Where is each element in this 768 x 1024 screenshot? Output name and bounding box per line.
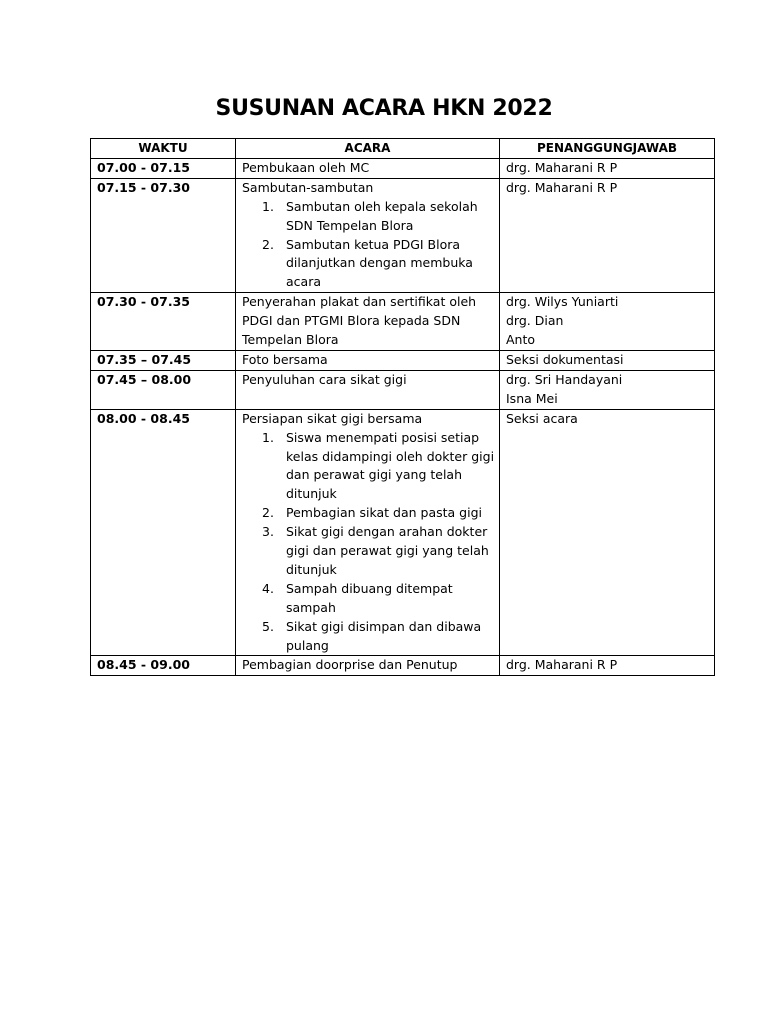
- list-item: [242, 429, 493, 505]
- list-text-line: kelas didampingi oleh dokter gigi: [286, 448, 495, 464]
- list-number: 2.: [262, 236, 274, 252]
- table-row: [91, 350, 715, 370]
- time-cell: 07.45 – 08.00: [91, 370, 236, 409]
- time-cell: 08.00 - 08.45: [91, 409, 236, 656]
- list-text: [286, 580, 493, 618]
- activity-text: PDGI dan PTGMI Blora kepada SDN: [242, 313, 461, 329]
- pic-name: Isna Mei: [506, 390, 558, 406]
- table-row: [91, 158, 715, 178]
- pic-name: Seksi acara: [506, 410, 578, 426]
- table-row: [91, 409, 715, 656]
- list-text: [286, 618, 493, 656]
- list-text-line: Sambutan oleh kepala sekolah: [286, 198, 478, 214]
- list-item: [242, 504, 493, 523]
- list-item: [242, 198, 493, 236]
- list-text-line: Siswa menempati posisi setiap: [286, 429, 480, 445]
- list-item: [242, 580, 493, 618]
- pic-cell: [500, 350, 715, 370]
- activity-text: Tempelan Blora: [242, 332, 339, 348]
- list-number: 2.: [262, 505, 274, 521]
- list-text-line: pulang: [286, 637, 329, 653]
- pic-name: drg. Sri Handayani: [506, 371, 623, 387]
- pic-name: Anto: [506, 332, 536, 348]
- list-text: [286, 236, 493, 293]
- list-text-line: sampah: [286, 599, 336, 615]
- list-text-line: Sikat gigi dengan arahan dokter: [286, 524, 488, 540]
- pic-name: drg. Maharani R P: [506, 159, 618, 175]
- activity-text: Persiapan sikat gigi bersama: [242, 410, 423, 426]
- list-number: 1.: [262, 429, 274, 445]
- pic-name: drg. Dian: [506, 313, 564, 329]
- list-text-line: SDN Tempelan Blora: [286, 217, 414, 233]
- activity-text: Penyuluhan cara sikat gigi: [242, 371, 407, 387]
- activity-text: Pembukaan oleh MC: [242, 159, 370, 175]
- list-text: [286, 429, 493, 505]
- time-cell: 07.00 - 07.15: [91, 158, 236, 178]
- activity-text: Pembagian doorprise dan Penutup: [242, 657, 458, 673]
- list-text-line: acara: [286, 274, 321, 290]
- activity-cell: [236, 350, 500, 370]
- activity-cell: [236, 370, 500, 409]
- header-time: WAKTU: [91, 139, 236, 159]
- pic-name: drg. Maharani R P: [506, 657, 618, 673]
- table-header-row: [91, 139, 715, 159]
- list-item: [242, 236, 493, 293]
- time-cell: 07.15 - 07.30: [91, 178, 236, 292]
- schedule-table: [90, 138, 715, 676]
- pic-cell: [500, 370, 715, 409]
- table-row: [91, 178, 715, 292]
- activity-cell: [236, 293, 500, 351]
- list-number: 1.: [262, 198, 274, 214]
- activity-steps-list: [242, 198, 493, 293]
- pic-cell: [500, 293, 715, 351]
- list-text-line: gigi dan perawat gigi yang telah: [286, 543, 489, 559]
- pic-cell: [500, 178, 715, 292]
- list-item: [242, 618, 493, 656]
- list-text-line: ditunjuk: [286, 561, 337, 577]
- list-text-line: Pembagian sikat dan pasta gigi: [286, 505, 483, 521]
- list-text-line: Sambutan ketua PDGI Blora: [286, 236, 461, 252]
- time-cell: 07.35 – 07.45: [91, 350, 236, 370]
- pic-name: drg. Maharani R P: [506, 179, 618, 195]
- table-row: [91, 370, 715, 409]
- document-title: SUSUNAN ACARA HKN 2022: [215, 96, 553, 121]
- activity-cell: [236, 158, 500, 178]
- activity-cell: [236, 178, 500, 292]
- time-cell: 08.45 - 09.00: [91, 656, 236, 676]
- table-body: [91, 158, 715, 675]
- pic-name: drg. Wilys Yuniarti: [506, 294, 619, 310]
- table-row: [91, 656, 715, 676]
- list-number: 5.: [262, 618, 274, 634]
- activity-text: Foto bersama: [242, 351, 328, 367]
- list-text: [286, 504, 493, 523]
- list-text-line: Sampah dibuang ditempat: [286, 580, 453, 596]
- table-row: [91, 293, 715, 351]
- list-text: [286, 523, 493, 580]
- activity-cell: [236, 409, 500, 656]
- header-activity: ACARA: [236, 139, 500, 159]
- activity-steps-list: [242, 429, 493, 656]
- header-pic: PENANGGUNGJAWAB: [500, 139, 715, 159]
- activity-cell: [236, 656, 500, 676]
- list-text: [286, 198, 493, 236]
- time-cell: 07.30 - 07.35: [91, 293, 236, 351]
- list-item: [242, 523, 493, 580]
- pic-cell: [500, 158, 715, 178]
- list-text-line: dan perawat gigi yang telah: [286, 467, 462, 483]
- activity-text: Sambutan-sambutan: [242, 179, 374, 195]
- list-text-line: dilanjutkan dengan membuka: [286, 255, 473, 271]
- pic-cell: [500, 656, 715, 676]
- list-number: 4.: [262, 580, 274, 596]
- list-number: 3.: [262, 524, 274, 540]
- list-text-line: Sikat gigi disimpan dan dibawa: [286, 618, 482, 634]
- pic-name: Seksi dokumentasi: [506, 351, 624, 367]
- activity-text: Penyerahan plakat dan sertifikat oleh: [242, 294, 477, 310]
- list-text-line: ditunjuk: [286, 486, 337, 502]
- pic-cell: [500, 409, 715, 656]
